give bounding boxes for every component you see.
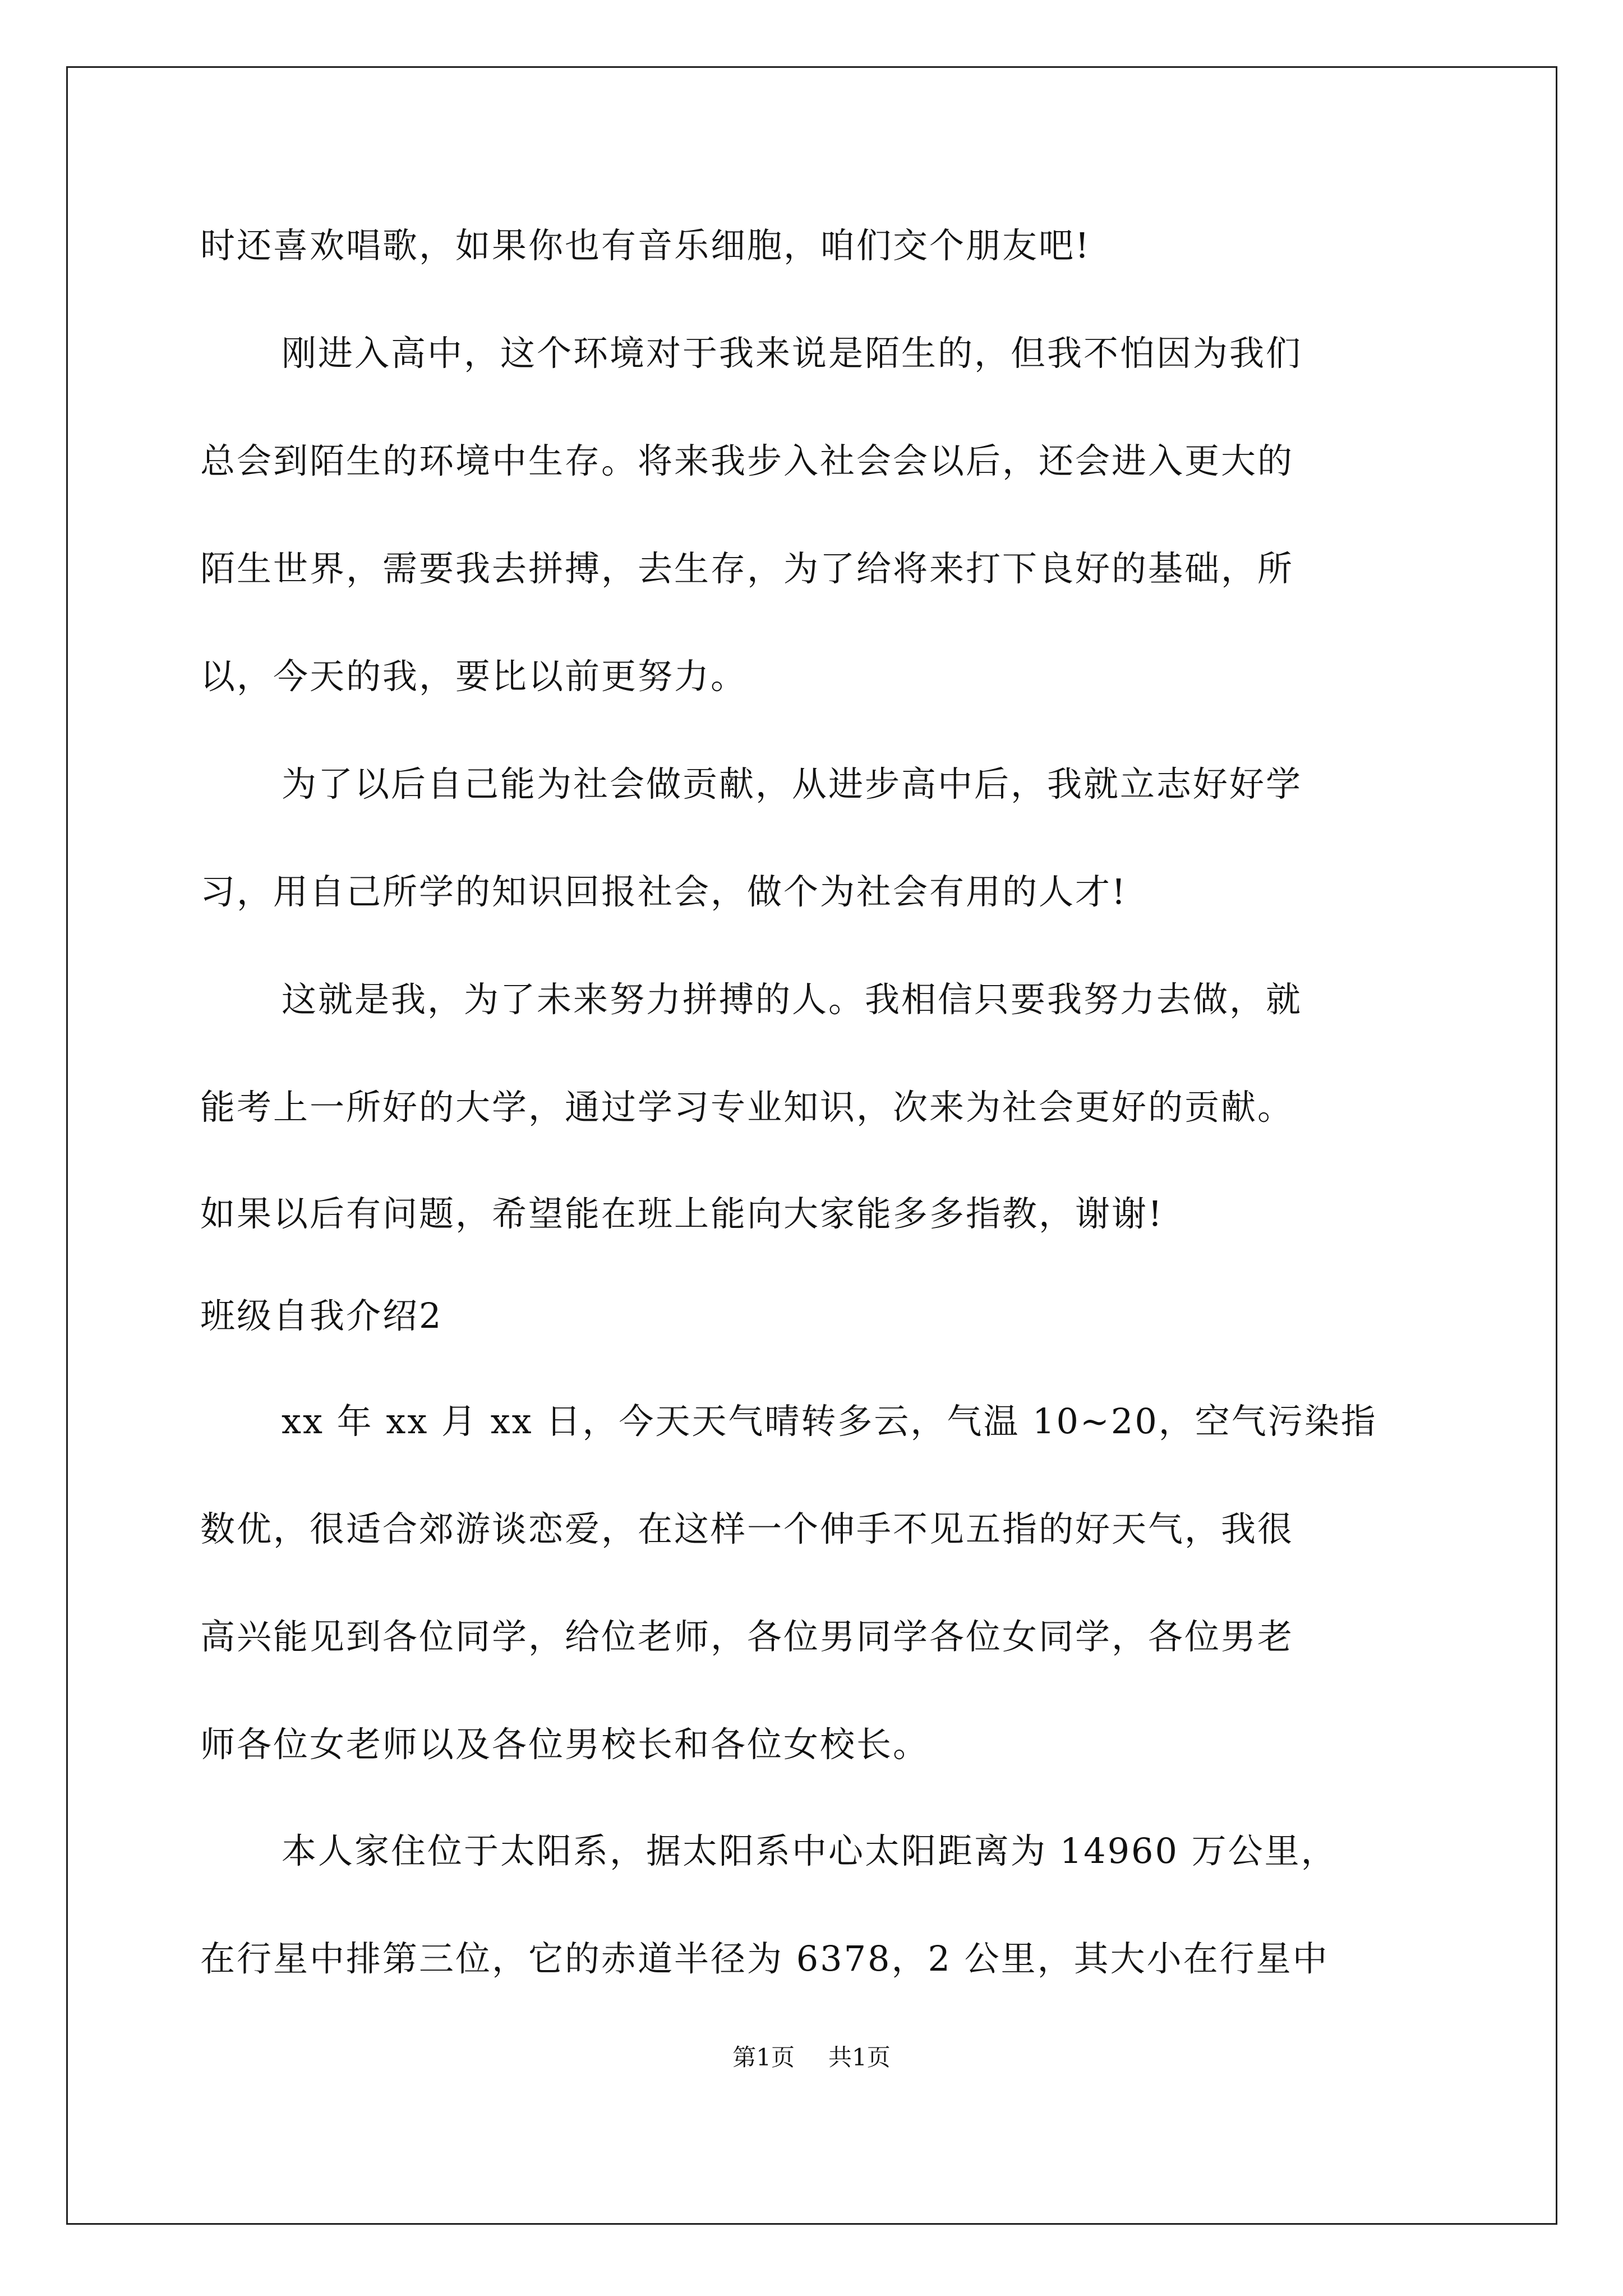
text-line-15: 师各位女老师以及各位男校长和各位女校长。 [200, 1724, 930, 1765]
text-line-13: 数优，很适合郊游谈恋爱，在这样一个伸手不见五指的好天气，我很 [200, 1508, 1294, 1549]
text-line-5: 以，今天的我，要比以前更努力。 [200, 656, 748, 697]
text-line-3: 总会到陌生的环境中生存。将来我步入社会会以后，还会进入更大的 [200, 440, 1294, 481]
text-line-7: 习，用自己所学的知识回报社会，做个为社会有用的人才! [200, 871, 1127, 912]
text-line-14: 高兴能见到各位同学，给位老师，各位男同学各位女同学，各位男老 [200, 1616, 1294, 1657]
page-footer [0, 2042, 1623, 2073]
section-heading: 班级自我介绍2 [200, 1295, 443, 1336]
text-line-8: 这就是我，为了未来努力拼搏的人。我相信只要我努力去做，就 [282, 979, 1303, 1020]
text-line-10: 如果以后有问题，希望能在班上能向大家能多多指教，谢谢! [200, 1193, 1164, 1234]
text-line-12: xx 年 xx 月 xx 日，今天天气晴转多云，气温 10~20，空气污染指 [282, 1401, 1377, 1442]
text-line-16: 本人家住位于太阳系，据太阳系中心太阳距离为 14960 万公里， [282, 1830, 1338, 1871]
text-line-1: 时还喜欢唱歌，如果你也有音乐细胞，咱们交个朋友吧! [200, 225, 1091, 266]
text-line-2: 刚进入高中，这个环境对于我来说是陌生的，但我不怕因为我们 [282, 333, 1303, 374]
page-border [66, 66, 1557, 2225]
text-line-17: 在行星中排第三位，它的赤道半径为 6378，2 公里，其大小在行星中 [200, 1938, 1329, 1979]
page-number: 第1页 [732, 2044, 795, 2071]
text-line-6: 为了以后自己能为社会做贡献，从进步高中后，我就立志好好学 [282, 763, 1303, 804]
text-line-9: 能考上一所好的大学，通过学习专业知识，次来为社会更好的贡献。 [200, 1087, 1294, 1128]
text-line-4: 陌生世界，需要我去拼搏，去生存，为了给将来打下良好的基础，所 [200, 548, 1294, 589]
page-total: 共1页 [828, 2044, 891, 2071]
